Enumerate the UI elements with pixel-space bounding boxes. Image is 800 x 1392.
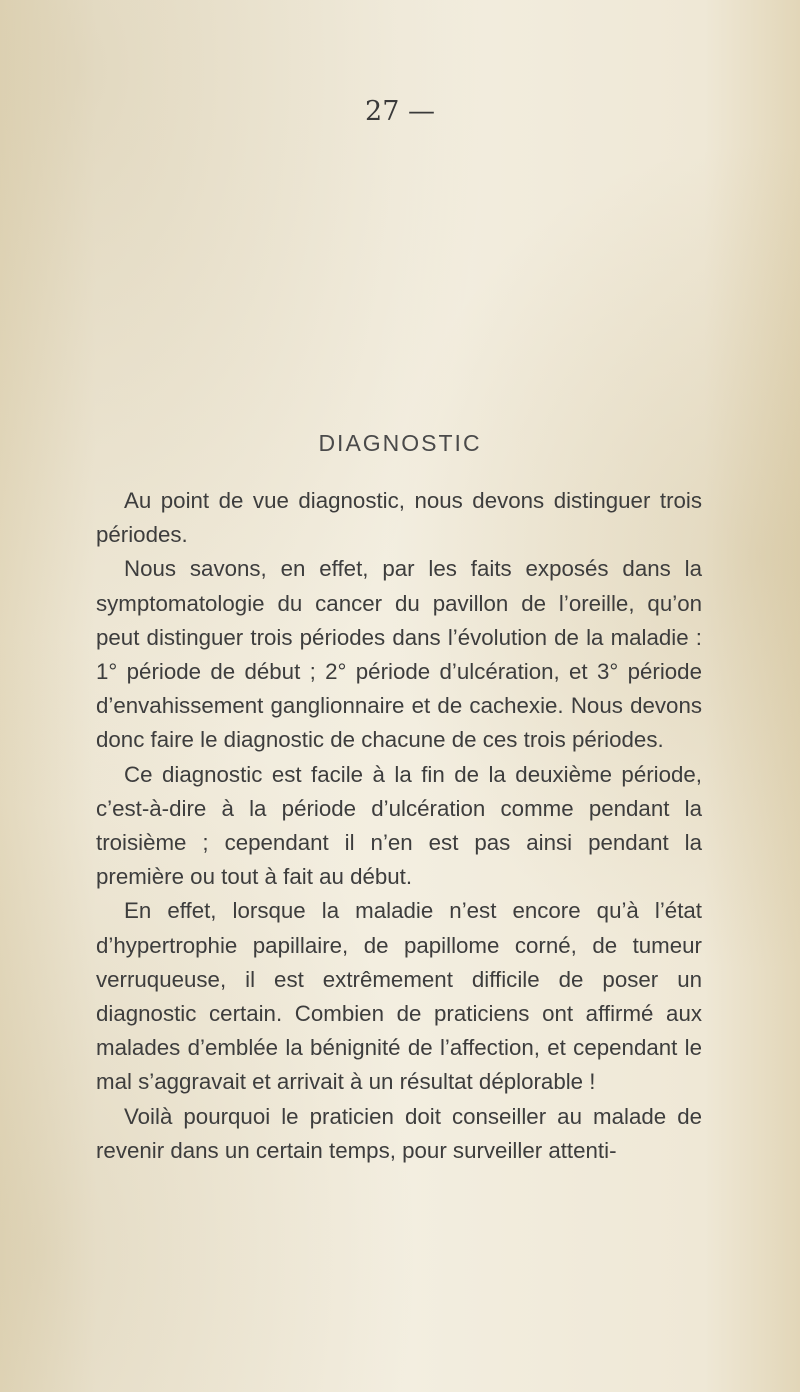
page-number: 27 — — [365, 96, 435, 127]
paragraph: Au point de vue diagnostic, nous devons distinguer trois périodes. — [96, 488, 702, 548]
body-text — [96, 484, 702, 1168]
section-heading: DIAGNOSTIC — [318, 430, 482, 456]
paragraph: Ce diagnostic est facile à la fin de la deuxième période, c’est-à-dire à la période d’ulcération comme pendant la troisième ; cependant il n’en est pas ainsi pendant la première ou tout à fait au début. — [96, 761, 702, 890]
paragraph: Nous savons, en effet, par les faits exposés dans la symptomatologie du cancer du pavillon de l’oreille, qu’on peut distinguer trois périodes dans l’évolution de la maladie : 1° période de début ; 2° période d’ulcération, et 3° période d’envahissement ganglionnaire et de cachexie. Nous devons donc faire le diagnostic de chacune de ces trois périodes. — [96, 556, 702, 753]
paragraph: Voilà pourquoi le praticien doit conseiller au malade de revenir dans un certain temps, pour surveiller attenti- — [96, 1103, 702, 1163]
paragraph: En effet, lorsque la maladie n’est encore qu’à l’état d’hypertrophie papillaire, de papillome corné, de tumeur verruqueuse, il est extrêmement difficile de poser un diagnostic certain. Combien de praticiens ont affirmé aux malades d’emblée la bénignité de l’affection, et cependant le mal s’aggravait et arrivait à un résultat déplorable ! — [96, 898, 702, 1095]
